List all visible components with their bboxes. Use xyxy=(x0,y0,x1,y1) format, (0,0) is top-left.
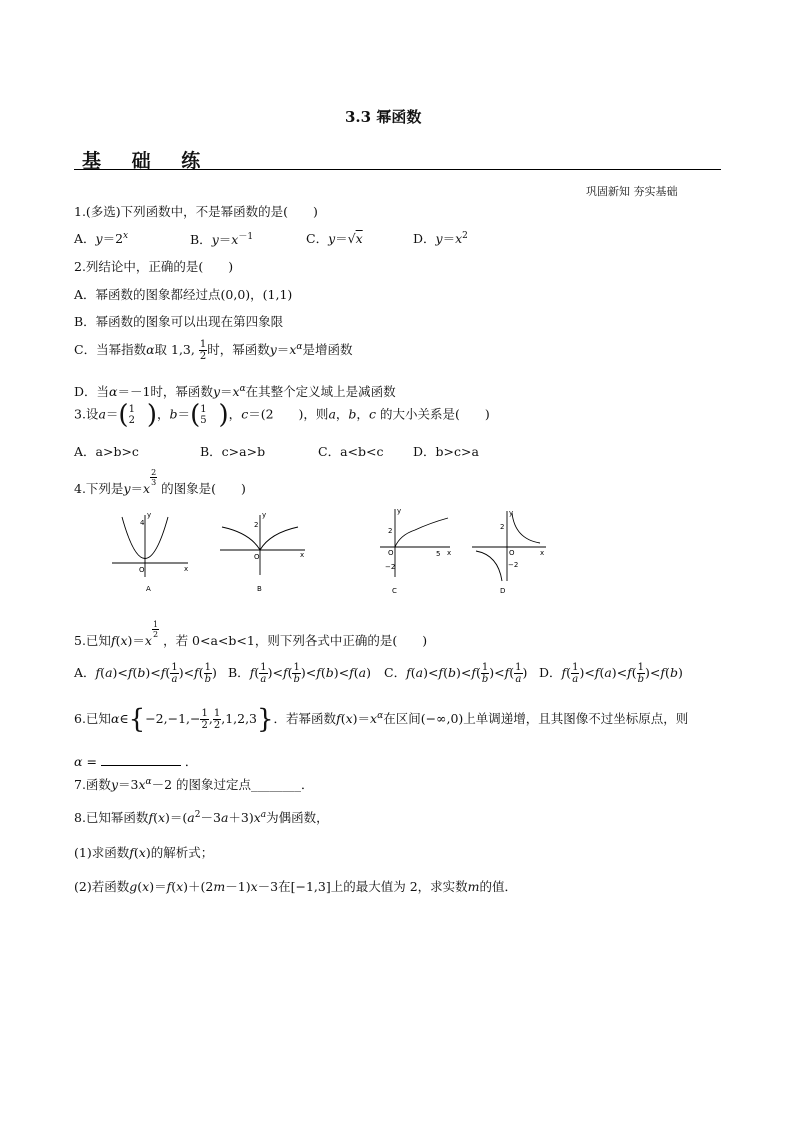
graph-c-label: C xyxy=(392,587,397,595)
svg-text:O: O xyxy=(254,553,260,561)
svg-text:y: y xyxy=(147,511,152,519)
question-2-option-d: D．当α＝－1时，幂函数$y=x^\alpha$在其整个定义域上是减函数 xyxy=(74,383,396,399)
svg-text:y: y xyxy=(397,507,402,515)
question-7: 7.函数$y=3x^\alpha-2$ 的图象过定点________． xyxy=(74,776,314,792)
question-1-option-d: D．$y=x^2$ xyxy=(413,230,468,246)
question-8-part-1: (1)求函数f(x)的解析式； xyxy=(74,845,214,860)
question-1-option-b: B．$y=x^{-1}$ xyxy=(190,232,254,248)
svg-text:2: 2 xyxy=(500,523,505,531)
question-3-option-d: D．b>c>a xyxy=(413,444,479,459)
svg-text:O: O xyxy=(139,566,145,574)
question-6-answer-line: α = ． xyxy=(74,754,198,769)
tagline: 巩固新知 夯实基础 xyxy=(586,185,678,198)
question-1-option-c: C．y＝√x xyxy=(306,231,363,246)
svg-text:O: O xyxy=(388,549,394,557)
svg-text:x: x xyxy=(447,549,452,557)
svg-text:x: x xyxy=(540,549,545,557)
question-3-option-a: A．a>b>c xyxy=(74,444,139,459)
question-5-option-c: C．f(a)<f(b)<f( $\frac{1}{b}$ )<f( $\frac{1}{a}$ ) xyxy=(384,662,528,685)
svg-text:−2: −2 xyxy=(385,563,396,571)
svg-text:2: 2 xyxy=(254,521,259,529)
question-5-option-a: A．f(a)<f(b)<f( $\frac{1}{a}$ )<f( $\frac{1}{b}$ ) xyxy=(74,662,217,685)
question-3-option-b: B．c>a>b xyxy=(200,444,266,459)
question-2-option-b: B．幂函数的图象可以出现在第四象限 xyxy=(74,314,284,329)
svg-text:5: 5 xyxy=(436,550,441,558)
question-3-option-c: C．a<b<c xyxy=(318,444,384,459)
svg-text:−2: −2 xyxy=(508,561,519,569)
svg-text:y: y xyxy=(262,511,267,519)
graph-c xyxy=(380,507,451,595)
question-5-option-d: D．f( $\frac{1}{a}$ )<f(a)<f( $\frac{1}{b}$ )<f(b) xyxy=(539,662,683,685)
svg-text:2: 2 xyxy=(388,527,393,535)
graph-d-label: D xyxy=(500,587,506,595)
graph-d xyxy=(472,509,546,595)
svg-text:O: O xyxy=(509,549,515,557)
svg-text:4: 4 xyxy=(140,519,145,527)
svg-text:y: y xyxy=(509,509,514,517)
question-1-option-a: A．$y=2^x$ xyxy=(74,230,129,246)
question-4-stem: 4.下列是y＝x $^{\frac{2}{3}}$ 的图象是( ) xyxy=(74,468,246,497)
question-5-option-b: B．f( $\frac{1}{a}$ )<f( $\frac{1}{b}$ )<f(b)<f(a) xyxy=(228,662,371,685)
section-rule xyxy=(74,169,721,170)
graph-a-label: A xyxy=(146,585,151,593)
question-6-stem: 6.已知α∈{−2,−1,− $\frac{1}{2}$ , $\frac{1}{2}$ ,1,2,3}．若幂函数$f(x)=x^\alpha$在区间(−∞,0)上单调递增，且其图像不过坐标原点，则 xyxy=(74,704,689,735)
graph-a xyxy=(112,511,188,593)
question-4-graphs xyxy=(100,505,560,597)
question-2-option-c: C．当幂指数α取 1,3, $\frac{1}{2}$ 时，幂函数$y=x^\alpha$是增函数 xyxy=(74,339,353,362)
section-heading: 基 础 练 xyxy=(82,150,213,172)
question-3-stem: 3.设a＝( 1 2 )，b＝( 1 5 )，c＝(2 )，则a，b，c 的大小关系是( ) xyxy=(74,400,490,430)
question-1-stem: 1.(多选)下列函数中，不是幂函数的是( ) xyxy=(74,204,318,219)
question-5-stem: 5.已知f(x)＝x $^{\frac{1}{2}}$ ，若 0<a<b<1，则下列各式中正确的是( ) xyxy=(74,620,428,649)
question-2-stem: 2.列结论中，正确的是( ) xyxy=(74,259,234,274)
question-8-stem: 8.已知幂函数$f(x)=(a^2-3a+3)x^a$为偶函数， xyxy=(74,809,329,825)
graph-b-label: B xyxy=(257,585,262,593)
graph-b xyxy=(220,511,305,593)
question-6-blank[interactable] xyxy=(101,765,181,766)
page-title: 3.3 幂函数 xyxy=(345,108,422,126)
svg-text:x: x xyxy=(184,565,189,573)
question-2-option-a: A．幂函数的图象都经过点(0,0)，(1,1) xyxy=(74,287,293,302)
question-8-part-2: (2)若函数g(x)＝f(x)＋(2m－1)x－3在[−1,3]上的最大值为 2，求实数m的值． xyxy=(74,879,518,894)
svg-text:x: x xyxy=(300,551,305,559)
